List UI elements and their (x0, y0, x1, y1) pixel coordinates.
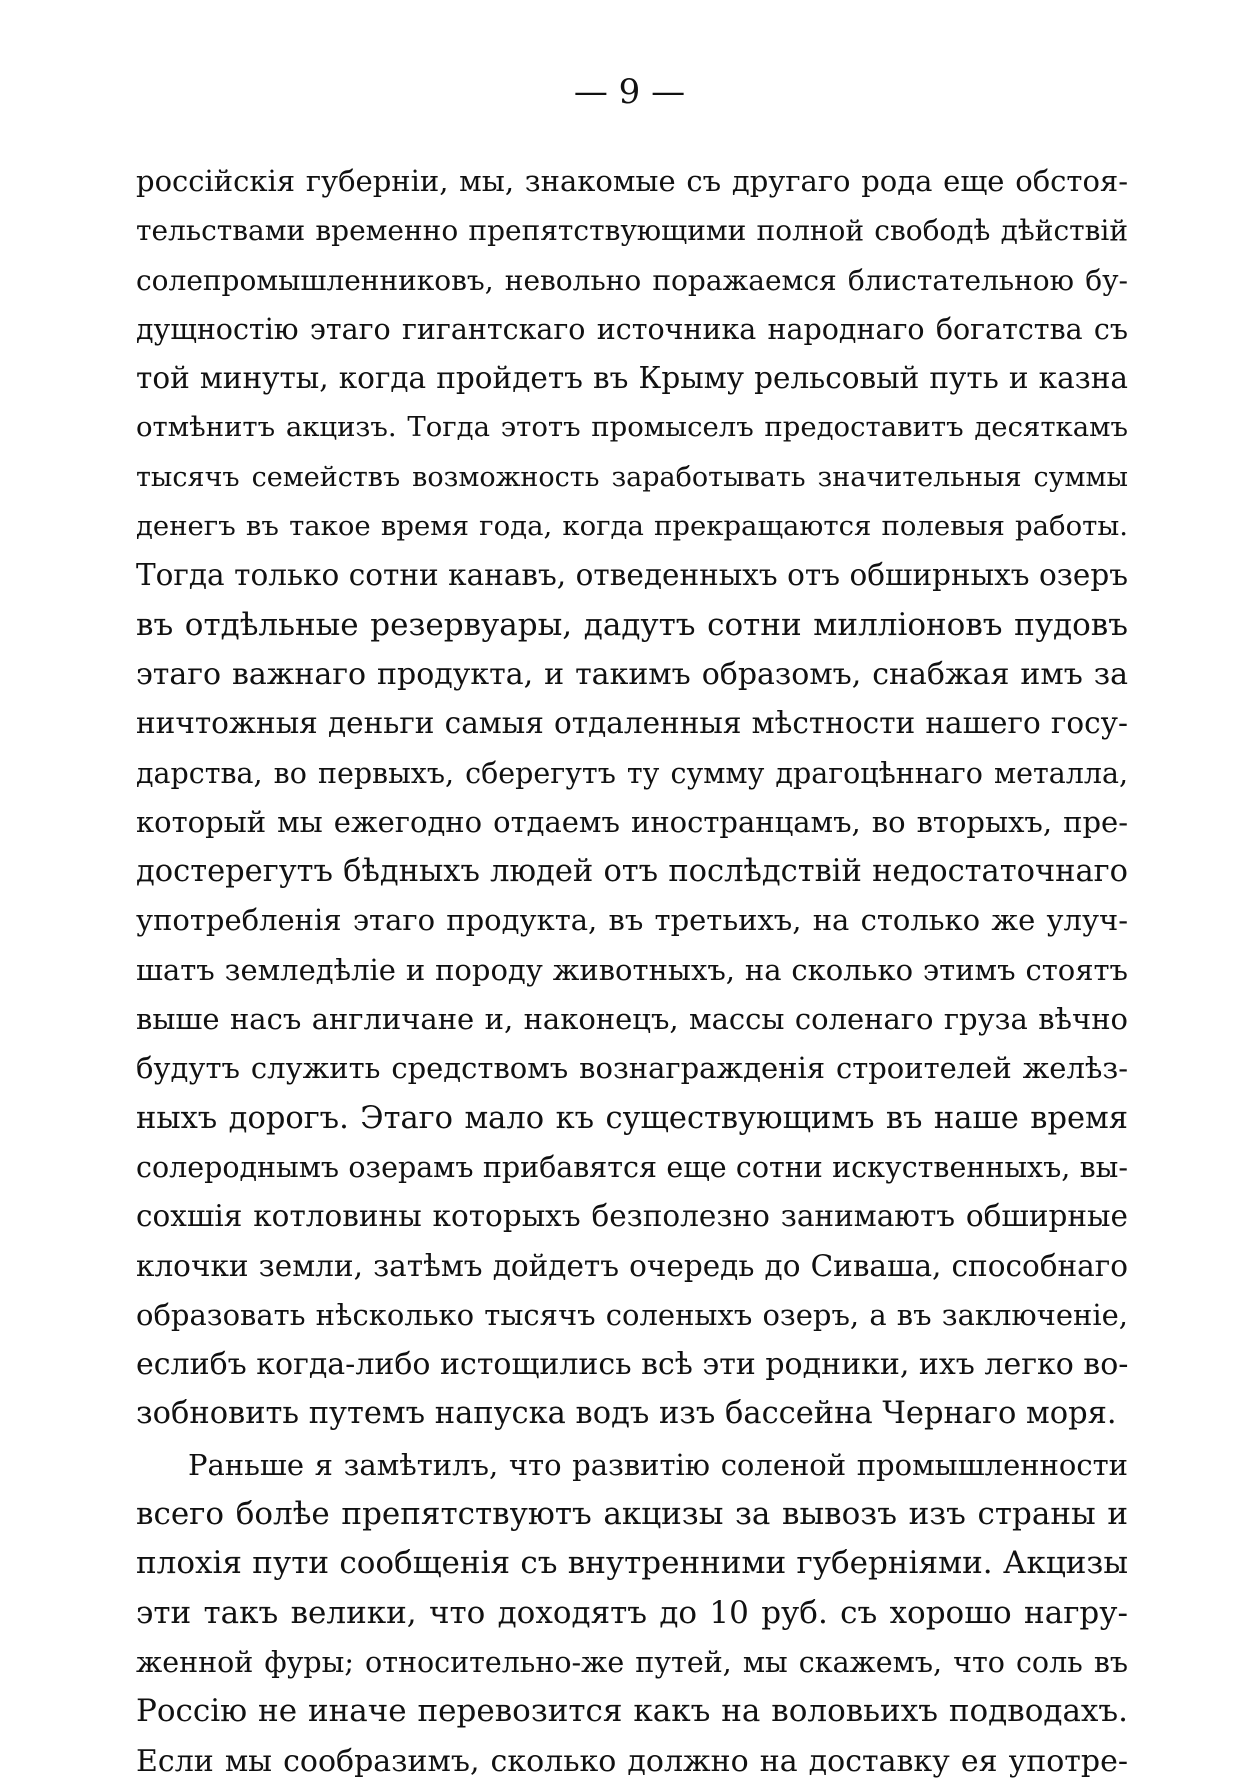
page-number-header: — 9 — (573, 72, 686, 112)
text-line: который мы ежегодно отдаемъ иностранцамъ, во вторыхъ, пре- (136, 804, 1128, 839)
text-line: тысячъ семействъ возможность заработывать значительныя суммы (136, 461, 1128, 493)
text-line: клочки земли, затѣмъ дойдетъ очередь до Сиваша, способнаго (136, 1248, 1128, 1283)
text-line: дущностію этаго гигантскаго источника народнаго богатства съ (136, 312, 1128, 346)
text-line: солепромышленниковъ, невольно поражаемся блистательною бу- (136, 263, 1128, 297)
text-line: выше насъ англичане и, наконецъ, массы соленаго груза вѣчно (136, 1002, 1128, 1037)
text-line: зобновить путемъ напуска водъ изъ бассейна Чернаго моря. (136, 1396, 1117, 1432)
text-line: этаго важнаго продукта, и такимъ образомъ, снабжая имъ за (136, 656, 1128, 692)
paragraph-1 (136, 157, 1128, 1439)
text-line: достерегутъ бѣдныхъ людей отъ послѣдствій недостаточнаго (136, 854, 1128, 890)
text-line: той минуты, когда пройдетъ въ Крыму рельсовый путь и казна (136, 361, 1128, 396)
text-line: еслибъ когда-либо истощились всѣ эти родники, ихъ легко во- (136, 1347, 1128, 1383)
text-line: въ отдѣльные резервуары, дадутъ сотни милліоновъ пудовъ (136, 606, 1128, 643)
text-line: ничтожныя деньги самыя отдаленныя мѣстности нашего госу- (136, 706, 1128, 741)
text-line: ныхъ дорогъ. Этаго мало къ существующимъ въ наше время (136, 1100, 1128, 1136)
text-line: Тогда только сотни канавъ, отведенныхъ отъ обширныхъ озеръ (136, 558, 1128, 593)
text-line: будутъ служить средствомъ вознагражденія строителей желѣз- (136, 1051, 1128, 1086)
text-line: Россію не иначе перевозится какъ на воловьихъ подводахъ. (136, 1693, 1128, 1730)
text-line: тельствами временно препятствующими полной свободѣ дѣйствій (136, 214, 1128, 248)
text-line: шатъ земледѣліе и породу животныхъ, на сколько этимъ стоятъ (136, 952, 1128, 987)
text-line: отмѣнитъ акцизъ. Тогда этотъ промыселъ предоставитъ десяткамъ (136, 411, 1128, 444)
paragraph-2 (136, 1441, 1128, 1786)
text-line: эти такъ велики, что доходятъ до 10 руб. съ хорошо нагру- (136, 1594, 1128, 1631)
text-line: денегъ въ такое время года, когда прекращаются полевыя работы. (136, 510, 1128, 543)
text-line: Раньше я замѣтилъ, что развитію соленой промышленности (188, 1447, 1128, 1482)
text-line: Если мы сообразимъ, сколько должно на доставку ея употре- (136, 1743, 1128, 1779)
text-line: плохія пути сообщенія съ внутренними губерніями. Акцизы (136, 1545, 1128, 1582)
text-line: россійскія губерніи, мы, знакомые съ другаго рода еще обстоя- (136, 164, 1128, 198)
text-line: женной фуры; относительно-же путей, мы скажемъ, что соль въ (136, 1645, 1128, 1679)
text-line: солероднымъ озерамъ прибавятся еще сотни искуственныхъ, вы- (136, 1150, 1128, 1184)
text-line: всего болѣе препятствуютъ акцизы за вывозъ изъ страны и (136, 1496, 1128, 1533)
text-line: употребленія этаго продукта, въ третьихъ, на столько же улуч- (136, 903, 1128, 938)
body-text (136, 157, 1128, 1786)
text-line: образовать нѣсколько тысячъ соленыхъ озеръ, а въ заключеніе, (136, 1297, 1128, 1332)
text-line: дарства, во первыхъ, сберегутъ ту сумму драгоцѣннаго металла, (136, 756, 1128, 790)
text-line: сохшія котловины которыхъ безполезно занимаютъ обширные (136, 1199, 1128, 1234)
